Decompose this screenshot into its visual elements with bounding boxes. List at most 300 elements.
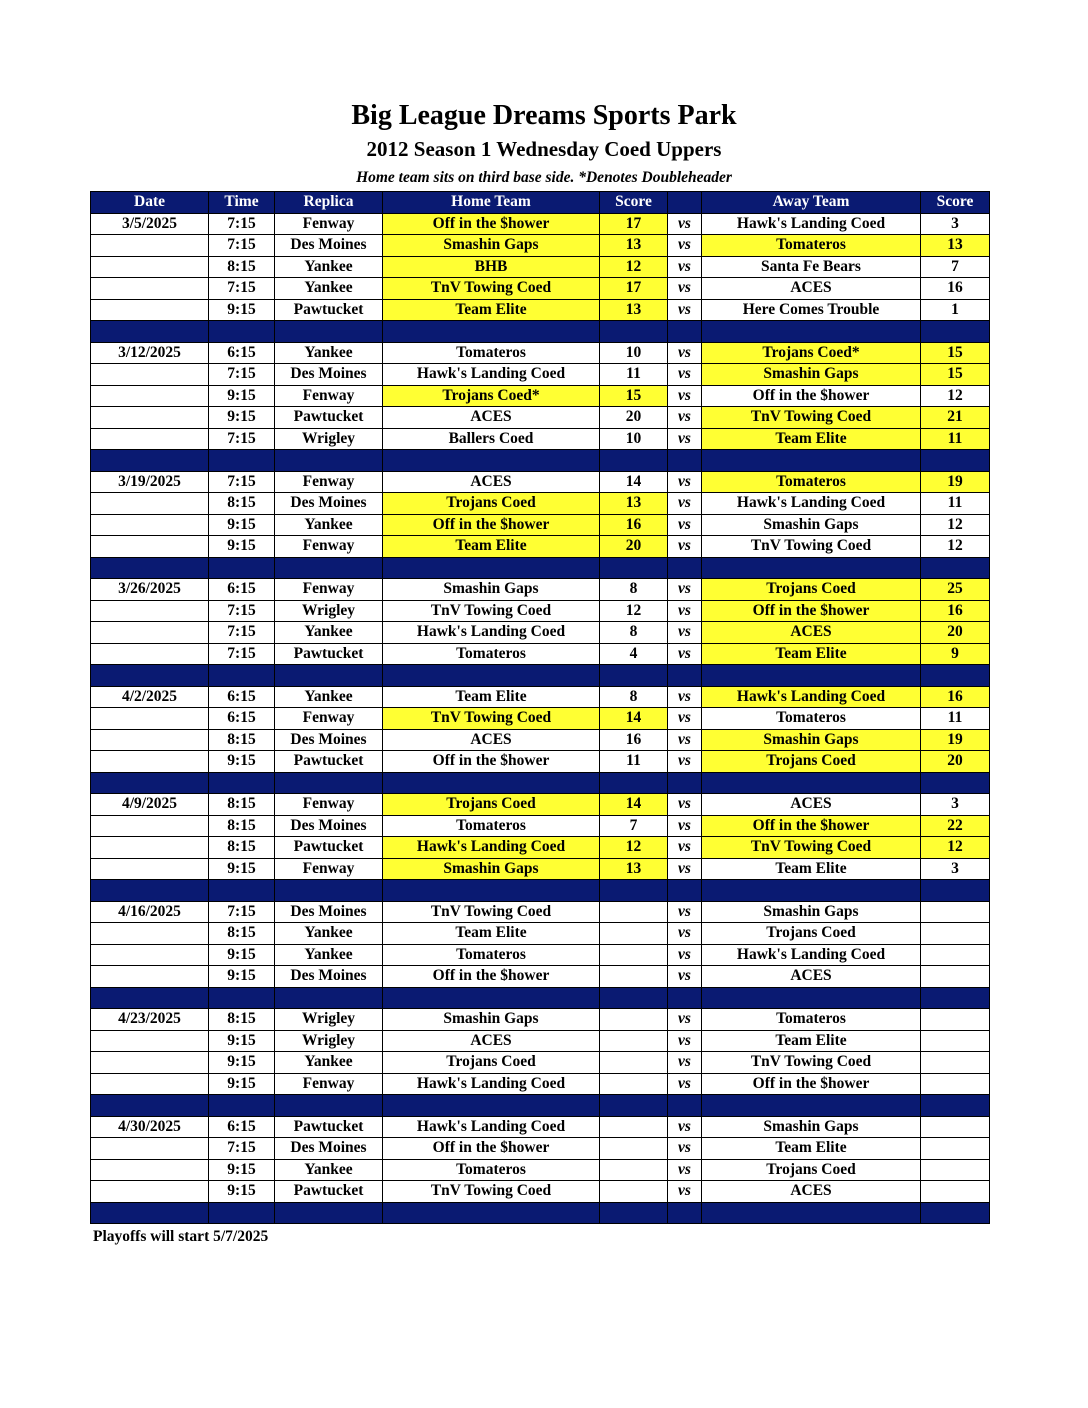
- home-team-cell: TnV Towing Coed: [383, 278, 600, 300]
- replica-field-cell: Yankee: [275, 514, 383, 536]
- vs-cell: vs: [668, 1138, 702, 1160]
- home-team-cell: Off in the $hower: [383, 1138, 600, 1160]
- home-team-cell: Tomateros: [383, 944, 600, 966]
- away-team-cell: Tomateros: [702, 235, 921, 257]
- replica-field-cell: Yankee: [275, 256, 383, 278]
- col-header-replica: Replica: [275, 192, 383, 214]
- week-separator-row: [91, 1202, 990, 1224]
- home-team-cell: TnV Towing Coed: [383, 901, 600, 923]
- table-row: [91, 1116, 990, 1138]
- home-score-cell: 14: [600, 471, 668, 493]
- home-team-cell: Tomateros: [383, 643, 600, 665]
- separator-cell: [91, 557, 209, 579]
- time-cell: 6:15: [209, 708, 275, 730]
- home-score-cell: 10: [600, 342, 668, 364]
- replica-field-cell: Pawtucket: [275, 299, 383, 321]
- home-score-cell: 8: [600, 622, 668, 644]
- away-score-cell: 9: [921, 643, 990, 665]
- time-cell: 8:15: [209, 1009, 275, 1031]
- separator-cell: [668, 987, 702, 1009]
- table-row: [91, 837, 990, 859]
- away-score-cell: 16: [921, 278, 990, 300]
- away-team-cell: Here Comes Trouble: [702, 299, 921, 321]
- time-cell: 9:15: [209, 944, 275, 966]
- table-row: [91, 407, 990, 429]
- time-cell: 7:15: [209, 471, 275, 493]
- vs-cell: vs: [668, 923, 702, 945]
- date-cell: 4/23/2025: [91, 1009, 209, 1031]
- home-score-cell: 16: [600, 514, 668, 536]
- home-team-cell: Hawk's Landing Coed: [383, 837, 600, 859]
- home-team-cell: Team Elite: [383, 923, 600, 945]
- replica-field-cell: Des Moines: [275, 729, 383, 751]
- away-score-cell: 12: [921, 536, 990, 558]
- table-row: [91, 536, 990, 558]
- separator-cell: [209, 880, 275, 902]
- time-cell: 7:15: [209, 364, 275, 386]
- home-team-cell: Smashin Gaps: [383, 579, 600, 601]
- vs-cell: vs: [668, 1073, 702, 1095]
- away-team-cell: Hawk's Landing Coed: [702, 213, 921, 235]
- away-team-cell: Team Elite: [702, 428, 921, 450]
- time-cell: 6:15: [209, 686, 275, 708]
- home-score-cell: [600, 1073, 668, 1095]
- separator-cell: [702, 1202, 921, 1224]
- vs-cell: vs: [668, 471, 702, 493]
- replica-field-cell: Wrigley: [275, 1009, 383, 1031]
- separator-cell: [383, 321, 600, 343]
- week-separator-row: [91, 665, 990, 687]
- vs-cell: vs: [668, 1052, 702, 1074]
- time-cell: 9:15: [209, 751, 275, 773]
- date-cell: 4/16/2025: [91, 901, 209, 923]
- home-score-cell: 12: [600, 837, 668, 859]
- home-team-cell: Trojans Coed: [383, 794, 600, 816]
- table-row: [91, 1138, 990, 1160]
- home-team-cell: BHB: [383, 256, 600, 278]
- replica-field-cell: Pawtucket: [275, 407, 383, 429]
- col-header-away-score: Score: [921, 192, 990, 214]
- table-row: [91, 1009, 990, 1031]
- replica-field-cell: Yankee: [275, 1159, 383, 1181]
- home-team-cell: Trojans Coed: [383, 1052, 600, 1074]
- replica-field-cell: Fenway: [275, 1073, 383, 1095]
- page-title: Big League Dreams Sports Park: [351, 100, 737, 131]
- home-team-cell: Tomateros: [383, 1159, 600, 1181]
- vs-cell: vs: [668, 1181, 702, 1203]
- separator-cell: [275, 1095, 383, 1117]
- vs-cell: vs: [668, 278, 702, 300]
- col-header-home-score: Score: [600, 192, 668, 214]
- vs-cell: vs: [668, 837, 702, 859]
- table-row: [91, 1052, 990, 1074]
- home-score-cell: [600, 1181, 668, 1203]
- date-cell: [91, 1181, 209, 1203]
- table-row: [91, 364, 990, 386]
- vs-cell: vs: [668, 708, 702, 730]
- separator-cell: [600, 1095, 668, 1117]
- away-score-cell: 22: [921, 815, 990, 837]
- away-score-cell: 12: [921, 385, 990, 407]
- separator-cell: [383, 450, 600, 472]
- home-score-cell: 17: [600, 213, 668, 235]
- date-cell: 3/26/2025: [91, 579, 209, 601]
- home-score-cell: [600, 1159, 668, 1181]
- separator-cell: [702, 321, 921, 343]
- playoffs-note: Playoffs will start 5/7/2025: [93, 1228, 269, 1245]
- time-cell: 8:15: [209, 837, 275, 859]
- separator-cell: [275, 557, 383, 579]
- separator-cell: [702, 557, 921, 579]
- date-cell: [91, 1159, 209, 1181]
- separator-cell: [209, 1095, 275, 1117]
- time-cell: 8:15: [209, 815, 275, 837]
- separator-cell: [600, 321, 668, 343]
- home-team-cell: Ballers Coed: [383, 428, 600, 450]
- date-cell: [91, 858, 209, 880]
- away-team-cell: Smashin Gaps: [702, 364, 921, 386]
- home-score-cell: [600, 1116, 668, 1138]
- date-cell: [91, 600, 209, 622]
- date-cell: [91, 385, 209, 407]
- time-cell: 8:15: [209, 923, 275, 945]
- away-score-cell: 19: [921, 729, 990, 751]
- week-separator-row: [91, 1095, 990, 1117]
- away-score-cell: 20: [921, 622, 990, 644]
- separator-cell: [209, 450, 275, 472]
- date-cell: [91, 256, 209, 278]
- separator-cell: [91, 1202, 209, 1224]
- separator-cell: [668, 450, 702, 472]
- away-score-cell: [921, 944, 990, 966]
- away-score-cell: 1: [921, 299, 990, 321]
- time-cell: 9:15: [209, 385, 275, 407]
- home-score-cell: [600, 923, 668, 945]
- vs-cell: vs: [668, 794, 702, 816]
- vs-cell: vs: [668, 428, 702, 450]
- replica-field-cell: Yankee: [275, 923, 383, 945]
- separator-cell: [383, 557, 600, 579]
- date-cell: [91, 536, 209, 558]
- separator-cell: [702, 1095, 921, 1117]
- vs-cell: vs: [668, 600, 702, 622]
- replica-field-cell: Yankee: [275, 622, 383, 644]
- vs-cell: vs: [668, 1009, 702, 1031]
- separator-cell: [668, 557, 702, 579]
- away-score-cell: [921, 1009, 990, 1031]
- separator-cell: [383, 665, 600, 687]
- away-score-cell: 3: [921, 858, 990, 880]
- home-score-cell: 16: [600, 729, 668, 751]
- home-score-cell: 8: [600, 579, 668, 601]
- away-score-cell: 7: [921, 256, 990, 278]
- home-team-cell: Smashin Gaps: [383, 858, 600, 880]
- col-header-away-team: Away Team: [702, 192, 921, 214]
- home-score-cell: 13: [600, 235, 668, 257]
- away-team-cell: ACES: [702, 966, 921, 988]
- replica-field-cell: Yankee: [275, 1052, 383, 1074]
- vs-cell: vs: [668, 815, 702, 837]
- replica-field-cell: Des Moines: [275, 235, 383, 257]
- replica-field-cell: Pawtucket: [275, 1116, 383, 1138]
- home-score-cell: [600, 901, 668, 923]
- table-row: [91, 213, 990, 235]
- table-row: [91, 901, 990, 923]
- time-cell: 8:15: [209, 794, 275, 816]
- table-row: [91, 428, 990, 450]
- table-row: [91, 1073, 990, 1095]
- time-cell: 7:15: [209, 901, 275, 923]
- week-separator-row: [91, 772, 990, 794]
- week-separator-row: [91, 450, 990, 472]
- replica-field-cell: Pawtucket: [275, 643, 383, 665]
- vs-cell: vs: [668, 235, 702, 257]
- away-score-cell: [921, 966, 990, 988]
- date-cell: [91, 364, 209, 386]
- home-score-cell: 7: [600, 815, 668, 837]
- away-score-cell: [921, 1052, 990, 1074]
- away-score-cell: [921, 1030, 990, 1052]
- home-team-cell: Team Elite: [383, 536, 600, 558]
- replica-field-cell: Des Moines: [275, 901, 383, 923]
- away-score-cell: 12: [921, 514, 990, 536]
- separator-cell: [91, 665, 209, 687]
- away-team-cell: TnV Towing Coed: [702, 536, 921, 558]
- replica-field-cell: Fenway: [275, 385, 383, 407]
- home-score-cell: [600, 1030, 668, 1052]
- away-score-cell: 3: [921, 213, 990, 235]
- replica-field-cell: Wrigley: [275, 428, 383, 450]
- away-score-cell: [921, 1138, 990, 1160]
- replica-field-cell: Pawtucket: [275, 751, 383, 773]
- away-team-cell: Team Elite: [702, 1138, 921, 1160]
- time-cell: 9:15: [209, 299, 275, 321]
- away-score-cell: 3: [921, 794, 990, 816]
- home-team-cell: Tomateros: [383, 815, 600, 837]
- vs-cell: vs: [668, 299, 702, 321]
- separator-cell: [668, 880, 702, 902]
- away-score-cell: 11: [921, 493, 990, 515]
- home-team-cell: Tomateros: [383, 342, 600, 364]
- separator-cell: [668, 321, 702, 343]
- separator-cell: [209, 987, 275, 1009]
- table-row: [91, 794, 990, 816]
- replica-field-cell: Des Moines: [275, 966, 383, 988]
- replica-field-cell: Yankee: [275, 686, 383, 708]
- away-score-cell: 20: [921, 751, 990, 773]
- table-row: [91, 299, 990, 321]
- vs-cell: vs: [668, 686, 702, 708]
- away-team-cell: Off in the $hower: [702, 1073, 921, 1095]
- replica-field-cell: Yankee: [275, 944, 383, 966]
- separator-cell: [91, 772, 209, 794]
- separator-cell: [209, 557, 275, 579]
- separator-cell: [383, 880, 600, 902]
- separator-cell: [702, 987, 921, 1009]
- separator-cell: [702, 450, 921, 472]
- away-team-cell: TnV Towing Coed: [702, 837, 921, 859]
- replica-field-cell: Fenway: [275, 858, 383, 880]
- away-team-cell: TnV Towing Coed: [702, 1052, 921, 1074]
- away-score-cell: [921, 1159, 990, 1181]
- away-score-cell: 25: [921, 579, 990, 601]
- week-separator-row: [91, 557, 990, 579]
- home-team-cell: Off in the $hower: [383, 966, 600, 988]
- separator-cell: [921, 772, 990, 794]
- time-cell: 9:15: [209, 1181, 275, 1203]
- table-row: [91, 815, 990, 837]
- away-score-cell: 15: [921, 342, 990, 364]
- date-cell: [91, 837, 209, 859]
- date-cell: [91, 1073, 209, 1095]
- week-separator-row: [91, 880, 990, 902]
- time-cell: 7:15: [209, 235, 275, 257]
- time-cell: 9:15: [209, 858, 275, 880]
- separator-cell: [209, 1202, 275, 1224]
- date-cell: 4/30/2025: [91, 1116, 209, 1138]
- schedule-body: [91, 213, 990, 1224]
- home-team-note: Home team sits on third base side. *Denotes Doubleheader: [356, 169, 732, 186]
- vs-cell: vs: [668, 729, 702, 751]
- away-team-cell: Tomateros: [702, 1009, 921, 1031]
- replica-field-cell: Fenway: [275, 536, 383, 558]
- replica-field-cell: Wrigley: [275, 1030, 383, 1052]
- separator-cell: [921, 1202, 990, 1224]
- date-cell: [91, 643, 209, 665]
- home-team-cell: Hawk's Landing Coed: [383, 1073, 600, 1095]
- table-row: [91, 278, 990, 300]
- home-score-cell: 20: [600, 407, 668, 429]
- date-cell: [91, 1138, 209, 1160]
- col-header-time: Time: [209, 192, 275, 214]
- date-cell: [91, 708, 209, 730]
- date-cell: [91, 622, 209, 644]
- separator-cell: [600, 665, 668, 687]
- separator-cell: [921, 880, 990, 902]
- vs-cell: vs: [668, 213, 702, 235]
- page-subtitle: 2012 Season 1 Wednesday Coed Uppers: [366, 137, 722, 161]
- separator-cell: [600, 557, 668, 579]
- vs-cell: vs: [668, 256, 702, 278]
- table-row: [91, 966, 990, 988]
- away-team-cell: Smashin Gaps: [702, 901, 921, 923]
- table-row: [91, 622, 990, 644]
- away-score-cell: 12: [921, 837, 990, 859]
- home-team-cell: TnV Towing Coed: [383, 1181, 600, 1203]
- replica-field-cell: Fenway: [275, 471, 383, 493]
- time-cell: 7:15: [209, 428, 275, 450]
- separator-cell: [668, 665, 702, 687]
- replica-field-cell: Fenway: [275, 579, 383, 601]
- date-cell: 3/12/2025: [91, 342, 209, 364]
- table-row: [91, 514, 990, 536]
- time-cell: 8:15: [209, 256, 275, 278]
- separator-cell: [921, 450, 990, 472]
- separator-cell: [275, 321, 383, 343]
- vs-cell: vs: [668, 966, 702, 988]
- date-cell: [91, 815, 209, 837]
- home-team-cell: ACES: [383, 729, 600, 751]
- separator-cell: [275, 987, 383, 1009]
- away-team-cell: Smashin Gaps: [702, 729, 921, 751]
- away-team-cell: Santa Fe Bears: [702, 256, 921, 278]
- away-team-cell: Hawk's Landing Coed: [702, 493, 921, 515]
- away-score-cell: 16: [921, 600, 990, 622]
- time-cell: 7:15: [209, 1138, 275, 1160]
- replica-field-cell: Pawtucket: [275, 1181, 383, 1203]
- away-team-cell: TnV Towing Coed: [702, 407, 921, 429]
- vs-cell: vs: [668, 385, 702, 407]
- separator-cell: [600, 880, 668, 902]
- table-row: [91, 235, 990, 257]
- away-team-cell: Off in the $hower: [702, 600, 921, 622]
- table-row: [91, 342, 990, 364]
- home-team-cell: TnV Towing Coed: [383, 708, 600, 730]
- home-score-cell: 10: [600, 428, 668, 450]
- separator-cell: [921, 665, 990, 687]
- home-team-cell: Hawk's Landing Coed: [383, 364, 600, 386]
- separator-cell: [702, 665, 921, 687]
- vs-cell: vs: [668, 407, 702, 429]
- time-cell: 7:15: [209, 643, 275, 665]
- separator-cell: [383, 772, 600, 794]
- home-score-cell: 13: [600, 493, 668, 515]
- date-cell: 3/19/2025: [91, 471, 209, 493]
- date-cell: [91, 428, 209, 450]
- away-team-cell: Team Elite: [702, 1030, 921, 1052]
- vs-cell: vs: [668, 1116, 702, 1138]
- home-team-cell: ACES: [383, 471, 600, 493]
- separator-cell: [209, 772, 275, 794]
- home-team-cell: Hawk's Landing Coed: [383, 1116, 600, 1138]
- home-team-cell: Team Elite: [383, 686, 600, 708]
- week-separator-row: [91, 321, 990, 343]
- home-score-cell: 12: [600, 256, 668, 278]
- replica-field-cell: Fenway: [275, 708, 383, 730]
- date-cell: [91, 966, 209, 988]
- vs-cell: vs: [668, 944, 702, 966]
- replica-field-cell: Des Moines: [275, 815, 383, 837]
- date-cell: [91, 944, 209, 966]
- away-team-cell: Hawk's Landing Coed: [702, 944, 921, 966]
- separator-cell: [702, 880, 921, 902]
- home-score-cell: 15: [600, 385, 668, 407]
- separator-cell: [275, 880, 383, 902]
- away-team-cell: Team Elite: [702, 858, 921, 880]
- separator-cell: [921, 1095, 990, 1117]
- away-score-cell: 19: [921, 471, 990, 493]
- date-cell: 4/9/2025: [91, 794, 209, 816]
- col-header-home-team: Home Team: [383, 192, 600, 214]
- replica-field-cell: Fenway: [275, 213, 383, 235]
- col-header-vs: [668, 192, 702, 214]
- vs-cell: vs: [668, 364, 702, 386]
- table-row: [91, 858, 990, 880]
- home-score-cell: 8: [600, 686, 668, 708]
- separator-cell: [383, 1095, 600, 1117]
- table-row: [91, 708, 990, 730]
- replica-field-cell: Pawtucket: [275, 837, 383, 859]
- date-cell: [91, 729, 209, 751]
- date-cell: [91, 751, 209, 773]
- home-team-cell: Off in the $hower: [383, 751, 600, 773]
- separator-cell: [921, 557, 990, 579]
- separator-cell: [668, 772, 702, 794]
- away-team-cell: Smashin Gaps: [702, 514, 921, 536]
- table-row: [91, 385, 990, 407]
- home-score-cell: 4: [600, 643, 668, 665]
- home-score-cell: [600, 1138, 668, 1160]
